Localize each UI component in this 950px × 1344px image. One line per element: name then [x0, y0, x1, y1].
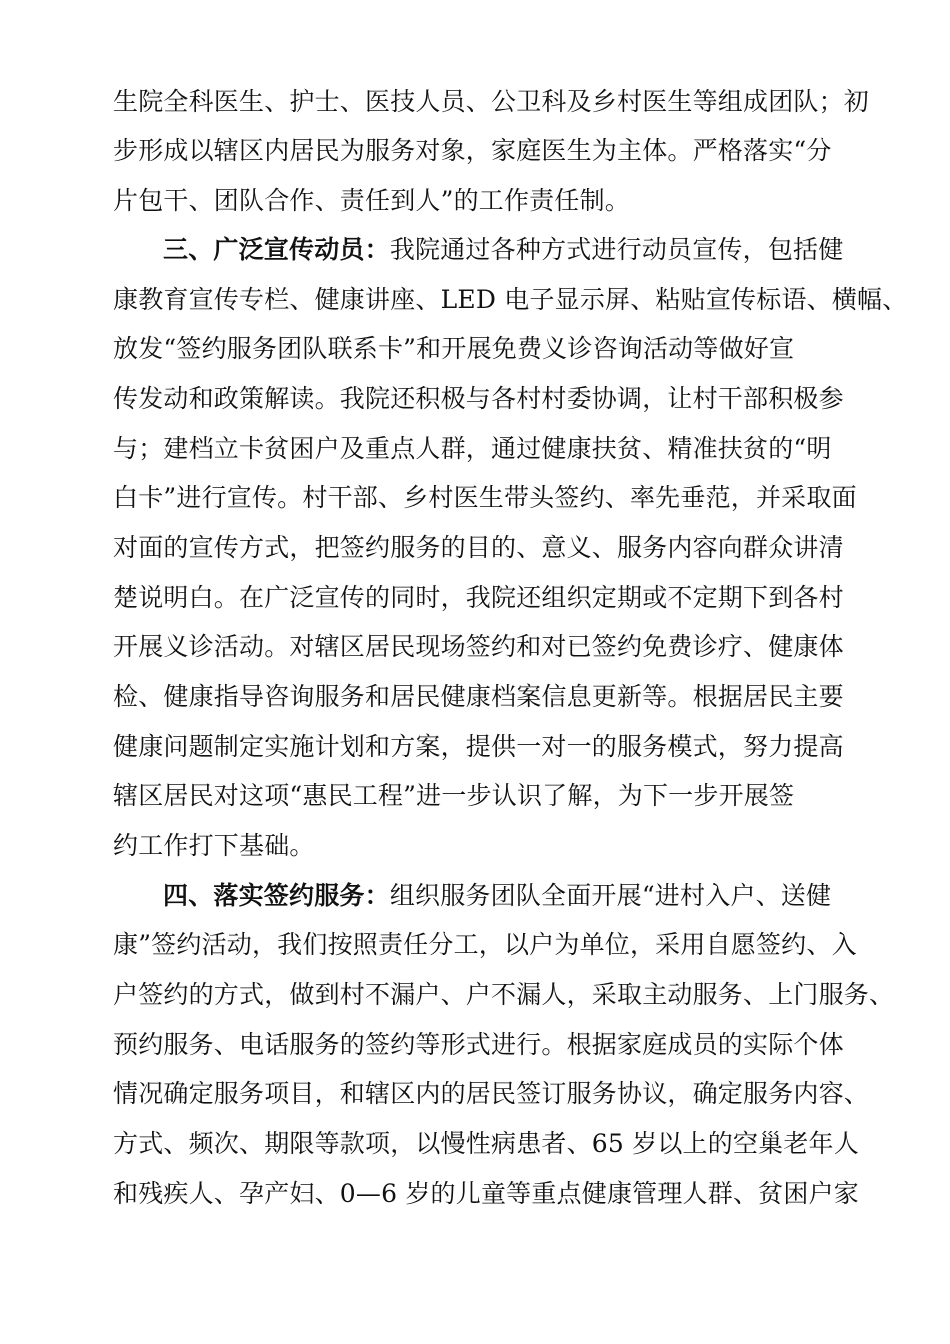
- text-line: [113, 284, 907, 316]
- text-line: [113, 582, 844, 614]
- section-3-first-line: [163, 234, 843, 266]
- text-line: [113, 681, 844, 713]
- line-text: 生院全科医生、护士、医技人员、公卫科及乡村医生等组成团队；初: [113, 87, 870, 116]
- line-text: 户签约的方式，做到村不漏户、户不漏人，采取主动服务、上门服务、: [113, 980, 895, 1009]
- text-line: [113, 979, 894, 1011]
- line-text: 与；建档立卡贫困户及重点人群，通过健康扶贫、精准扶贫的“明: [113, 434, 832, 463]
- line-text: 片包干、团队合作、责任到人”的工作责任制。: [113, 186, 630, 215]
- text-line: [113, 383, 844, 415]
- line-text: 放发“签约服务团队联系卡”和开展免费义诊咨询活动等做好宣: [113, 334, 795, 363]
- text-line: [113, 86, 869, 118]
- line-text: 预约服务、电话服务的签约等形式进行。根据家庭成员的实际个体: [113, 1030, 844, 1059]
- text-line: [113, 1128, 859, 1160]
- section-4-first-line: [163, 880, 831, 912]
- text-line: [113, 830, 315, 862]
- text-line: [113, 482, 857, 514]
- line-text: 传发动和政策解读。我院还积极与各村村委协调，让村干部积极参: [113, 384, 844, 413]
- line-text: 开展义诊活动。对辖区居民现场签约和对已签约免费诊疗、健康体: [113, 632, 844, 661]
- text-line: [113, 433, 832, 465]
- line-text: 我院通过各种方式进行动员宣传，包括健: [389, 235, 844, 264]
- line-text: 检、健康指导咨询服务和居民健康档案信息更新等。根据居民主要: [113, 682, 844, 711]
- text-line: [113, 1029, 844, 1061]
- text-line: [113, 1078, 869, 1110]
- line-text: 情况确定服务项目，和辖区内的居民签订服务协议，确定服务内容、: [113, 1079, 870, 1108]
- section-3-heading: 三、广泛宣传动员：: [163, 235, 390, 264]
- line-text: 健康问题制定实施计划和方案，提供一对一的服务模式，努力提高: [113, 732, 844, 761]
- line-text: 方式、频次、期限等款项，以慢性病患者、65 岁以上的空巢老年人: [113, 1129, 859, 1158]
- text-line: [113, 631, 844, 663]
- text-line: [113, 929, 857, 961]
- text-line: [113, 532, 844, 564]
- text-line: [113, 185, 630, 217]
- section-4-heading: 四、落实签约服务：: [163, 881, 390, 910]
- text-line: [113, 333, 794, 365]
- text-line: [113, 1178, 859, 1210]
- line-text: 和残疾人、孕产妇、0—6 岁的儿童等重点健康管理人群、贫困户家: [113, 1179, 859, 1208]
- line-text: 组织服务团队全面开展“进村入户、送健: [389, 881, 832, 910]
- line-text: 辖区居民对这项“惠民工程”进一步认识了解，为下一步开展签: [113, 781, 795, 810]
- text-line: [113, 731, 844, 763]
- line-text: 康教育宣传专栏、健康讲座、LED 电子显示屏、粘贴宣传标语、横幅、: [113, 285, 908, 314]
- line-text: 白卡”进行宣传。村干部、乡村医生带头签约、率先垂范，并采取面: [113, 483, 857, 512]
- text-line: [113, 135, 832, 167]
- line-text: 楚说明白。在广泛宣传的同时，我院还组织定期或不定期下到各村: [113, 583, 844, 612]
- line-text: 步形成以辖区内居民为服务对象，家庭医生为主体。严格落实“分: [113, 136, 832, 165]
- text-line: [113, 780, 794, 812]
- line-text: 对面的宣传方式，把签约服务的目的、意义、服务内容向群众讲清: [113, 533, 844, 562]
- line-text: 康”签约活动，我们按照责任分工，以户为单位，采用自愿签约、入: [113, 930, 857, 959]
- line-text: 约工作打下基础。: [113, 831, 315, 860]
